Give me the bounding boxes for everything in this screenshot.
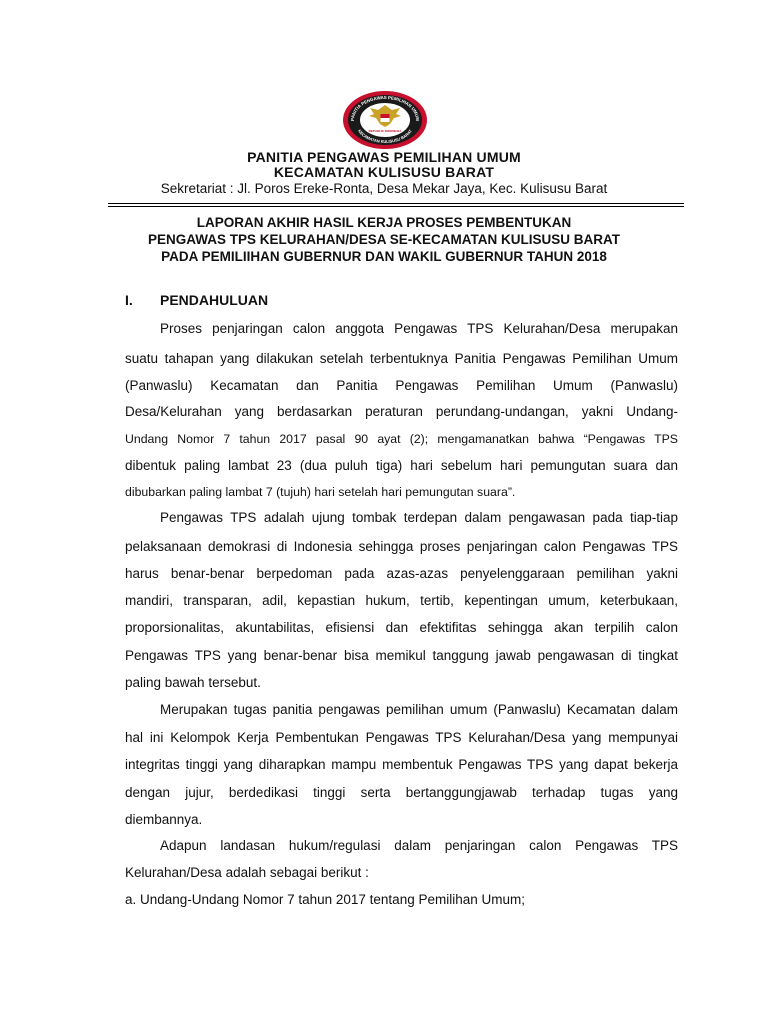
report-title-line-1: LAPORAN AKHIR HASIL KERJA PROSES PEMBENTUKAN [196, 215, 572, 230]
body-line: Proses penjaringan calon anggota Pengawas TPS Kelurahan/Desa merupakan [160, 321, 678, 336]
body-line: pelaksanaan demokrasi di Indonesia sehingga proses penjaringan calon Pengawas TPS [125, 539, 678, 554]
body-line: diembannya. [125, 812, 203, 827]
body-line: paling bawah tersebut. [125, 675, 261, 690]
body-line: dibubarkan paling lambat 7 (tujuh) hari setelah hari pemungutan suara”. [125, 485, 516, 499]
body-line: Pengawas TPS adalah ujung tombak terdepan dalam pengawasan pada tiap-tiap [160, 510, 678, 525]
body-line: Undang Nomor 7 tahun 2017 pasal 90 ayat (2); mengamanatkan bahwa “Pengawas TPS [125, 432, 678, 446]
body-line: harus benar-benar berpedoman pada azas-azas penyelenggaraan pemilihan yakni [125, 566, 678, 581]
body-line: Merupakan tugas panitia pengawas pemilihan umum (Panwaslu) Kecamatan dalam [160, 702, 678, 717]
org-name: PANITIA PENGAWAS PEMILIHAN UMUM [247, 149, 521, 165]
body-line: integritas tinggi yang diharapkan mampu membentuk Pengawas TPS yang dapat bekerja [125, 757, 678, 772]
logo-ring-text-bottom: KECAMATAN KULISUSU BARAT [357, 128, 413, 144]
body-line: suatu tahapan yang dilakukan setelah terbentuknya Panitia Pengawas Pemilihan Umum [125, 351, 678, 366]
section-title: PENDAHULUAN [160, 292, 269, 308]
body-line: hal ini Kelompok Kerja Pembentukan Pengawas TPS Kelurahan/Desa yang mempunyai [125, 730, 678, 745]
district-name: KECAMATAN KULISUSU BARAT [273, 164, 495, 180]
body-line: proporsionalitas, akuntabilitas, efisiensi dan efektifitas sehingga akan terpilih calon [125, 620, 678, 635]
body-line: Kelurahan/Desa adalah sebagai berikut : [125, 865, 369, 880]
body-line: mandiri, transparan, adil, kepastian hukum, tertib, kepentingan umum, keterbukaan, [125, 593, 678, 608]
letterhead-rule-thick [108, 206, 684, 207]
secretariat-address: Sekretariat : Jl. Poros Ereke-Ronta, Desa Mekar Jaya, Kec. Kulisusu Barat [160, 181, 608, 196]
body-line: Desa/Kelurahan yang berdasarkan peraturan perundang-undangan, yakni Undang- [125, 404, 678, 419]
list-item: a. Undang-Undang Nomor 7 tahun 2017 tentang Pemilihan Umum; [125, 892, 525, 907]
logo-ring-text-top: PANITIA PENGAWAS PEMILIHAN UMUM [349, 95, 421, 122]
panwaslu-logo [342, 90, 428, 150]
body-line: Pengawas TPS yang benar-benar bisa memikul tanggung jawab pengawasan di tingkat [125, 648, 678, 663]
section-number: I. [125, 292, 133, 308]
body-line: (Panwaslu) Kecamatan dan Panitia Pengawas Pemilihan Umum (Panwaslu) [125, 378, 678, 393]
report-title-line-3: PADA PEMILIIHAN GUBERNUR DAN WAKIL GUBERNUR TAHUN 2018 [161, 249, 607, 264]
logo-inner-text: REPUBLIK INDONESIA [368, 129, 402, 133]
letterhead-rule-thin [108, 203, 684, 204]
body-line: dengan jujur, berdedikasi tinggi serta bertanggungjawab terhadap tugas yang [125, 785, 678, 800]
body-line: dibentuk paling lambat 23 (dua puluh tiga) hari sebelum hari pemungutan suara dan [125, 458, 678, 473]
report-title-line-2: PENGAWAS TPS KELURAHAN/DESA SE-KECAMATAN KULISUSU BARAT [147, 232, 620, 247]
body-line: Adapun landasan hukum/regulasi dalam penjaringan calon Pengawas TPS [160, 838, 678, 853]
